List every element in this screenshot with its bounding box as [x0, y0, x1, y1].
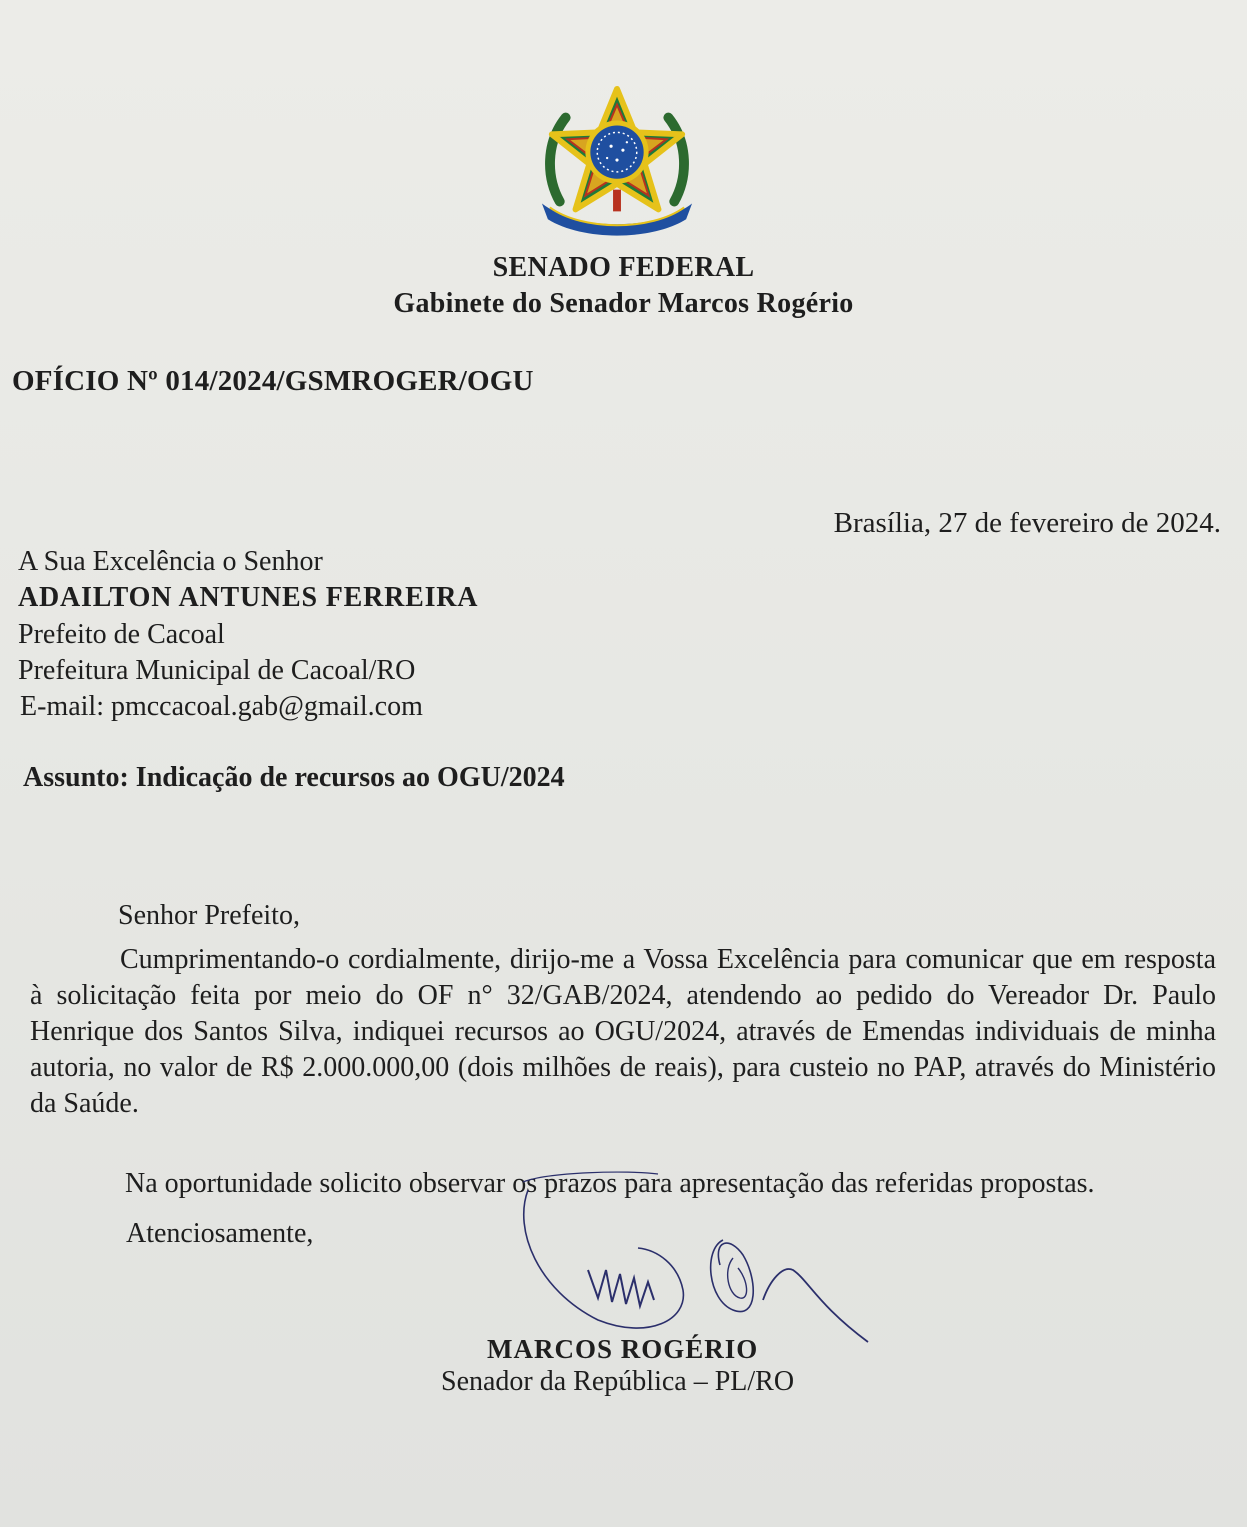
subject-line: Assunto: Indicação de recursos ao OGU/2024 — [23, 762, 565, 793]
recipient-salutation: A Sua Excelência o Senhor — [18, 546, 323, 577]
document-reference: OFÍCIO Nº 014/2024/GSMROGER/OGU — [12, 365, 534, 397]
recipient-organization: Prefeitura Municipal de Cacoal/RO — [18, 655, 416, 686]
greeting: Senhor Prefeito, — [118, 900, 300, 931]
signer-role: Senador da República – PL/RO — [441, 1366, 795, 1397]
signer-name: MARCOS ROGÉRIO — [487, 1334, 759, 1364]
body-paragraph: Cumprimentando-o cordialmente, dirijo-me a Vossa Excelência para comunicar que em resposta à solicitação feita por meio do OF n° 32/GAB/2024, atendendo ao pedido do Vereador Dr. Paulo Henrique dos Santos Silva, indiquei recursos ao OGU/2024, através de Emendas individuais de minha autoria, no valor de R$ 2.000.000,00 (dois milhões de reais), para custeio no PAP, através do Ministério da Saúde. — [30, 944, 1216, 1119]
recipient-name: ADAILTON ANTUNES FERREIRA — [18, 582, 479, 613]
place-date: Brasília, 27 de fevereiro de 2024. — [833, 507, 1221, 539]
body-paragraph-container — [30, 942, 1216, 1122]
coat-of-arms-icon — [538, 82, 696, 242]
recipient-title: Prefeito de Cacoal — [18, 619, 225, 650]
closing: Atenciosamente, — [126, 1218, 314, 1249]
closing-note: Na oportunidade solicito observar os prazos para apresentação das referidas propostas. — [125, 1168, 1095, 1199]
recipient-email: E-mail: pmccacoal.gab@gmail.com — [20, 691, 423, 722]
office-title: Gabinete do Senador Marcos Rogério — [393, 288, 854, 319]
institution-title: SENADO FEDERAL — [492, 252, 755, 283]
